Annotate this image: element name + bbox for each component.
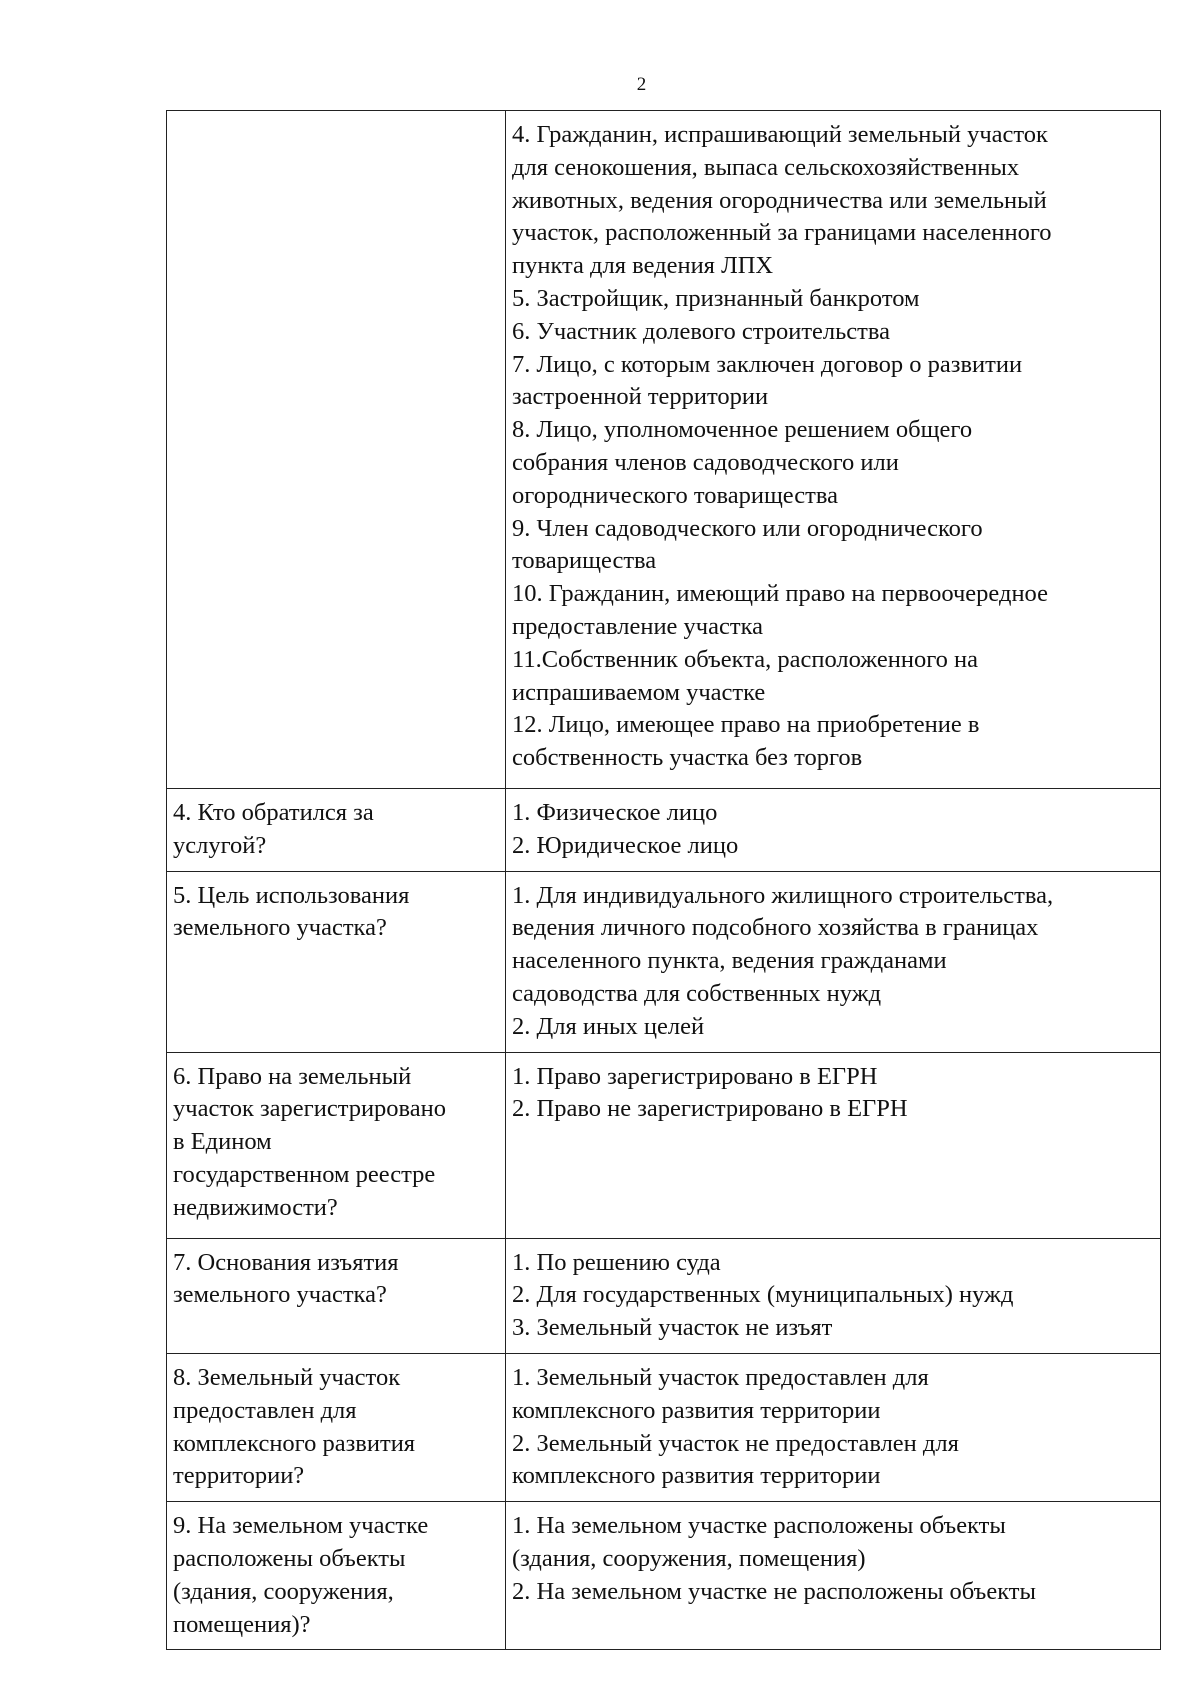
question-cell bbox=[167, 1238, 506, 1353]
question-line: 5. Цель использования bbox=[173, 881, 410, 909]
table-row bbox=[167, 1052, 1161, 1238]
option-line: комплексного развития территории bbox=[512, 1396, 881, 1424]
option-line: 8. Лицо, уполномоченное решением общего bbox=[512, 416, 973, 444]
option-line: 6. Участник долевого строительства bbox=[512, 317, 891, 345]
option-line: 5. Застройщик, признанный банкротом bbox=[512, 284, 920, 312]
option-line: 2. Юридическое лицо bbox=[512, 831, 739, 859]
page-number: 2 bbox=[636, 74, 647, 95]
question-line: (здания, сооружения, bbox=[173, 1577, 394, 1605]
option-line: испрашиваемом участке bbox=[512, 678, 766, 706]
question-line: земельного участка? bbox=[173, 1281, 387, 1309]
option-line: 9. Член садоводческого или огороднического bbox=[512, 514, 983, 542]
option-line: пункта для ведения ЛПХ bbox=[512, 252, 774, 280]
option-line: 1. Земельный участок предоставлен для bbox=[512, 1363, 929, 1391]
options-cell bbox=[506, 789, 1161, 872]
table-row bbox=[167, 789, 1161, 872]
option-line: 11.Собственник объекта, расположенного на bbox=[512, 645, 979, 673]
options-cell bbox=[506, 1052, 1161, 1238]
question-line: 6. Право на земельный bbox=[173, 1062, 412, 1090]
option-line: 1. По решению суда bbox=[512, 1248, 721, 1276]
table-row bbox=[167, 1238, 1161, 1353]
option-line: предоставление участка bbox=[512, 612, 763, 640]
option-line: застроенной территории bbox=[512, 383, 769, 411]
option-line: 10. Гражданин, имеющий право на первоочередное bbox=[512, 580, 1048, 608]
question-line: помещения)? bbox=[173, 1610, 311, 1638]
option-line: для сенокошения, выпаса сельскохозяйственных bbox=[512, 153, 1020, 181]
option-line: 12. Лицо, имеющее право на приобретение в bbox=[512, 711, 980, 739]
options-cell bbox=[506, 1353, 1161, 1501]
question-cell bbox=[167, 789, 506, 872]
question-line: 8. Земельный участок bbox=[173, 1363, 401, 1391]
option-line: 2. На земельном участке не расположены объекты bbox=[512, 1577, 1036, 1605]
option-line: участок, расположенный за границами населенного bbox=[512, 219, 1052, 247]
question-line: 4. Кто обратился за bbox=[173, 799, 374, 826]
question-cell bbox=[167, 1502, 506, 1650]
question-line: 7. Основания изъятия bbox=[173, 1248, 399, 1276]
option-line: комплексного развития территории bbox=[512, 1462, 881, 1490]
question-line: услугой? bbox=[173, 831, 267, 859]
question-cell bbox=[167, 1353, 506, 1501]
option-line: 4. Гражданин, испрашивающий земельный участок bbox=[512, 121, 1048, 148]
option-line: товарищества bbox=[512, 547, 657, 575]
option-line: 1. Право зарегистрировано в ЕГРН bbox=[512, 1062, 878, 1090]
options-cell bbox=[506, 111, 1161, 789]
question-cell bbox=[167, 111, 506, 789]
option-line: огороднического товарищества bbox=[512, 481, 838, 509]
option-line: 2. Право не зарегистрировано в ЕГРН bbox=[512, 1095, 908, 1123]
question-cell bbox=[167, 1052, 506, 1238]
table-row bbox=[167, 111, 1161, 789]
option-line: 2. Для государственных (муниципальных) нужд bbox=[512, 1281, 1014, 1309]
option-line: 2. Земельный участок не предоставлен для bbox=[512, 1429, 959, 1457]
question-line: расположены объекты bbox=[173, 1544, 406, 1572]
table-row bbox=[167, 871, 1161, 1052]
question-line: в Едином bbox=[173, 1128, 272, 1156]
options-cell bbox=[506, 1502, 1161, 1650]
options-cell bbox=[506, 1238, 1161, 1353]
option-line: (здания, сооружения, помещения) bbox=[512, 1544, 866, 1572]
question-line: недвижимости? bbox=[173, 1193, 338, 1221]
option-line: 2. Для иных целей bbox=[512, 1012, 705, 1040]
option-line: 7. Лицо, с которым заключен договор о развитии bbox=[512, 350, 1023, 378]
option-line: населенного пункта, ведения гражданами bbox=[512, 947, 947, 975]
question-line: комплексного развития bbox=[173, 1429, 416, 1457]
option-line: 1. На земельном участке расположены объекты bbox=[512, 1512, 1006, 1540]
question-line: государственном реестре bbox=[173, 1160, 436, 1188]
option-line: собрания членов садоводческого или bbox=[512, 448, 899, 476]
option-line: ведения личного подсобного хозяйства в границах bbox=[512, 914, 1039, 942]
table-row bbox=[167, 1502, 1161, 1650]
options-cell bbox=[506, 871, 1161, 1052]
table-row bbox=[167, 1353, 1161, 1501]
question-line: участок зарегистрировано bbox=[173, 1095, 447, 1123]
option-line: садоводства для собственных нужд bbox=[512, 979, 882, 1007]
option-line: 3. Земельный участок не изъят bbox=[512, 1314, 833, 1342]
option-line: животных, ведения огородничества или земельный bbox=[512, 186, 1047, 214]
question-line: земельного участка? bbox=[173, 914, 387, 942]
criteria-table bbox=[166, 110, 1161, 1650]
question-line: 9. На земельном участке bbox=[173, 1512, 429, 1540]
option-line: собственность участка без торгов bbox=[512, 744, 863, 772]
question-cell bbox=[167, 871, 506, 1052]
option-line: 1. Для индивидуального жилищного строительства, bbox=[512, 881, 1054, 909]
option-line: 1. Физическое лицо bbox=[512, 799, 718, 826]
question-line: территории? bbox=[173, 1462, 305, 1490]
question-line: предоставлен для bbox=[173, 1396, 357, 1424]
